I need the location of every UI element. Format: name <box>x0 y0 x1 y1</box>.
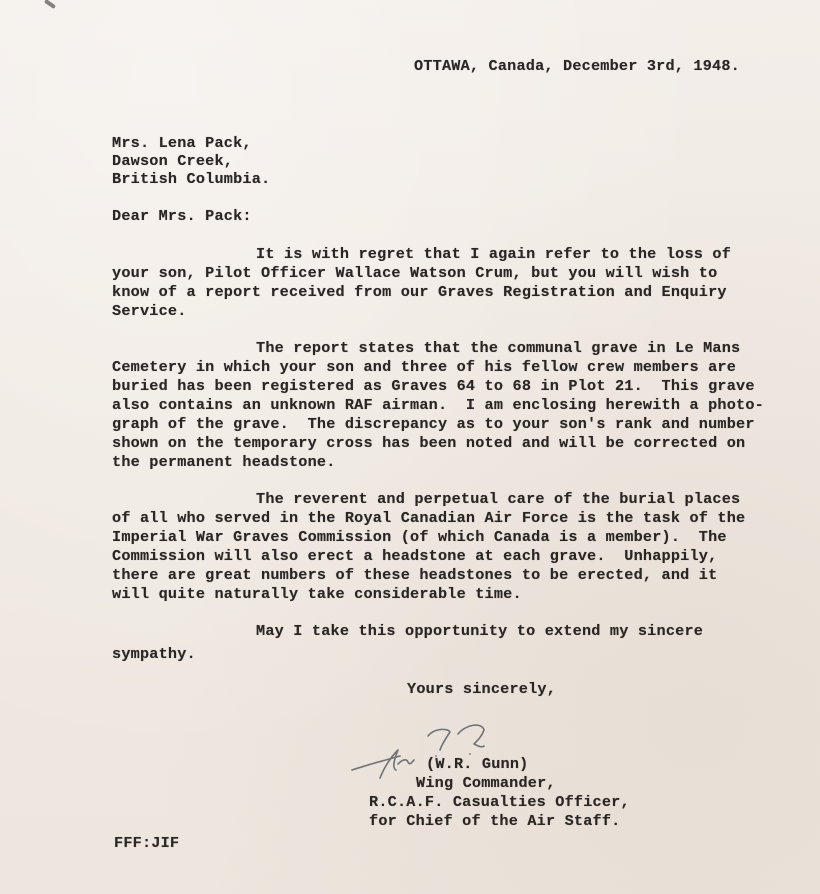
paragraph-line: of all who served in the Royal Canadian Air Force is the task of the <box>112 509 746 527</box>
paragraph-line: Cemetery in which your son and three of his fellow crew members are <box>112 358 737 376</box>
paragraph-line: Commission will also erect a headstone at each grave. Unhappily, <box>112 547 718 565</box>
paragraph-line: Imperial War Graves Commission (of which Canada is a member). The <box>112 528 727 546</box>
paragraph-line: sympathy. <box>112 645 196 663</box>
signer-office: R.C.A.F. Casualties Officer, <box>369 793 630 811</box>
paragraph-line: graph of the grave. The discrepancy as to your son's rank and number <box>112 415 755 433</box>
paragraph-line: It is with regret that I again refer to the loss of <box>256 245 732 263</box>
paragraph-line: also contains an unknown RAF airman. I am enclosing herewith a photo- <box>112 396 764 414</box>
recipient-province: British Columbia. <box>112 170 271 188</box>
recipient-city: Dawson Creek, <box>112 152 234 170</box>
paragraph-line: shown on the temporary cross has been noted and will be corrected on <box>112 434 746 452</box>
recipient-name: Mrs. Lena Pack, <box>112 134 252 152</box>
paragraph-line: will quite naturally take considerable time. <box>112 585 522 603</box>
signer-rank: Wing Commander, <box>416 774 556 792</box>
staple-mark <box>44 0 56 9</box>
closing: Yours sincerely, <box>407 680 557 698</box>
paragraph-line: The reverent and perpetual care of the burial places <box>256 490 741 508</box>
signer-name: (W.R. Gunn) <box>426 755 529 773</box>
paragraph-line: know of a report received from our Graves Registration and Enquiry <box>112 283 727 301</box>
paragraph-line: May I take this opportunity to extend my sincere <box>256 622 704 640</box>
paragraph-line: your son, Pilot Officer Wallace Watson Crum, but you will wish to <box>112 264 718 282</box>
paragraph-line: the permanent headstone. <box>112 453 336 471</box>
paragraph-line: Service. <box>112 302 187 320</box>
signer-for-line: for Chief of the Air Staff. <box>369 812 621 830</box>
reference-initials: FFF:JIF <box>114 834 180 852</box>
salutation: Dear Mrs. Pack: <box>112 207 252 225</box>
paragraph-line: buried has been registered as Graves 64 to 68 in Plot 21. This grave <box>112 377 755 395</box>
dateline: OTTAWA, Canada, December 3rd, 1948. <box>414 57 740 75</box>
paragraph-line: there are great numbers of these headstones to be erected, and it <box>112 566 718 584</box>
paragraph-line: The report states that the communal grave in Le Mans <box>256 339 741 357</box>
